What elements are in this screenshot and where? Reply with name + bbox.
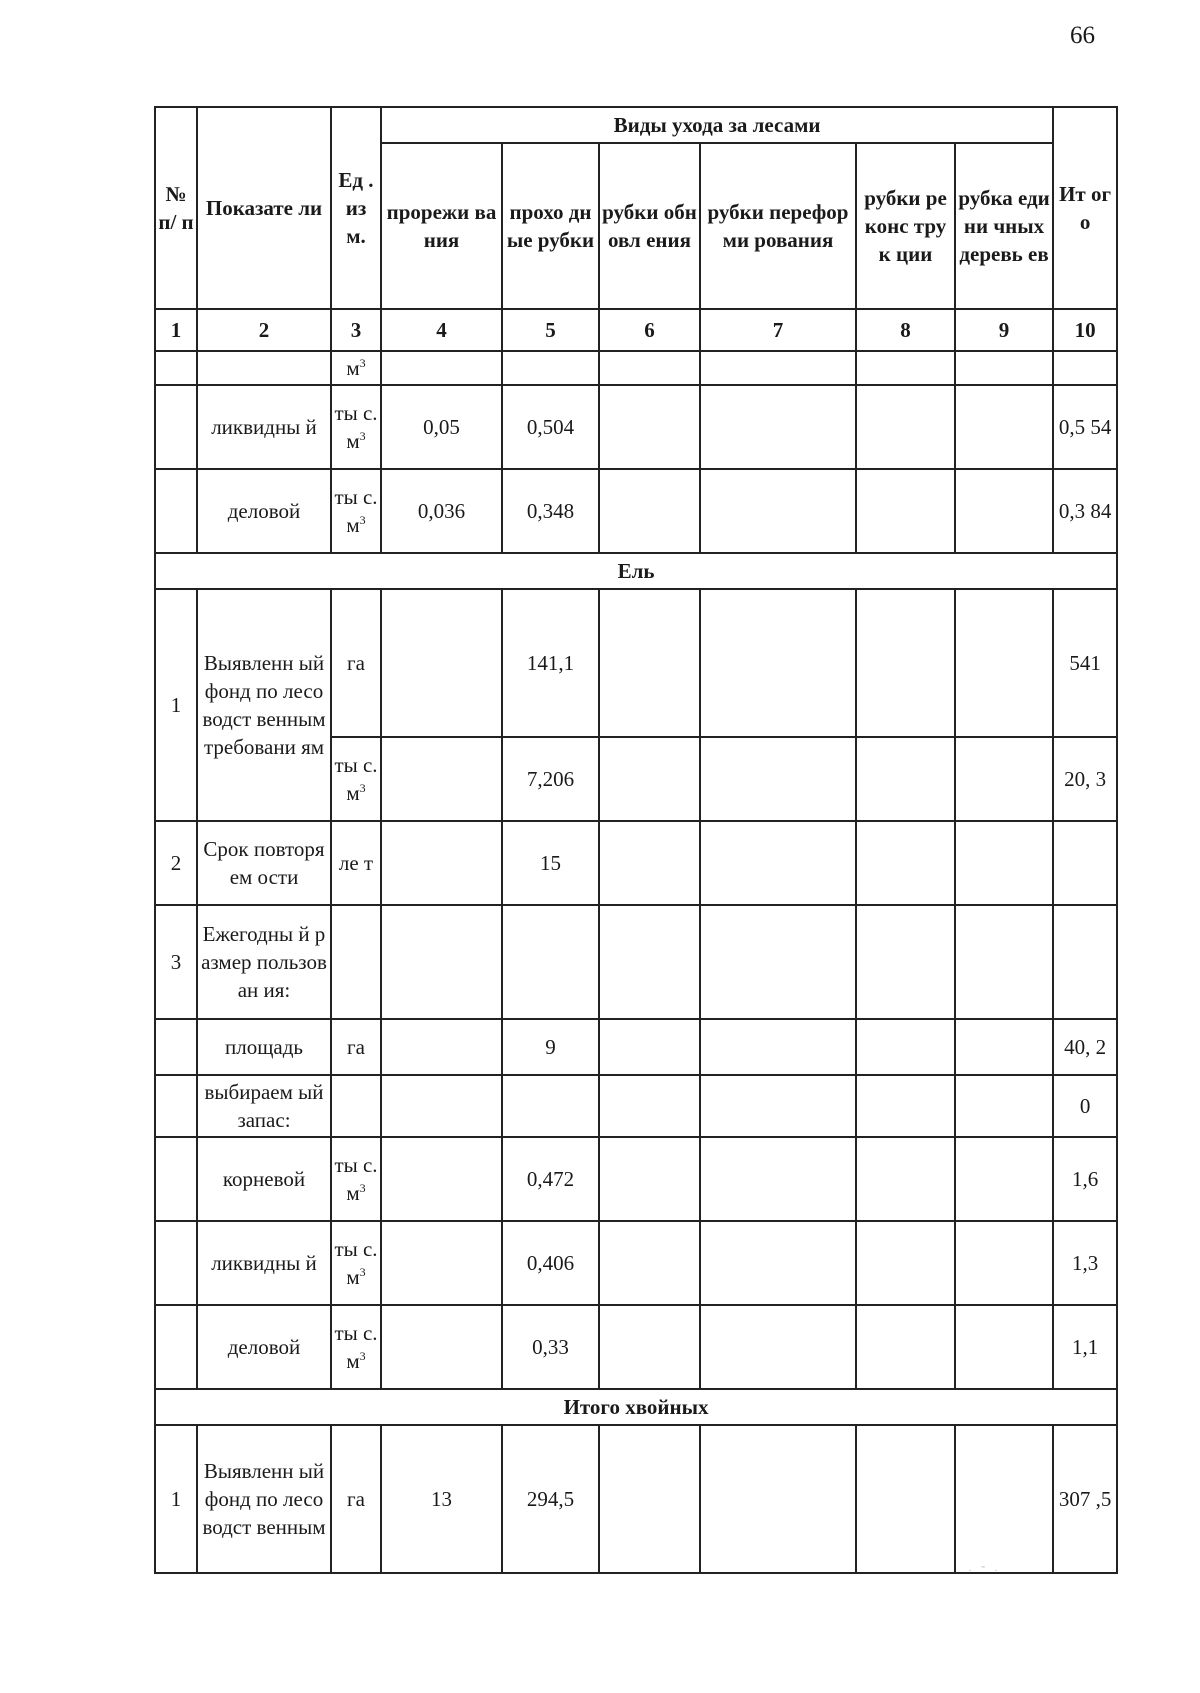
column-number: 8 [856,309,955,351]
value-cell: 13 [381,1425,502,1573]
indicator-cell: ликвидны й [197,1221,331,1305]
total-cell: 0,3 84 [1053,469,1117,553]
unit-cell: ты с. $м^3$ [331,1137,381,1221]
forest-care-table [154,106,1118,1577]
table-row [155,1425,1117,1573]
table-row [155,589,1117,737]
unit-cell: ты с. $м^3$ [331,469,381,553]
table-row [155,351,1117,385]
type-reconstruction-header: рубки реконс трук ции [856,143,955,309]
indicator-cell: деловой [197,1305,331,1389]
indicator-cell: Ежегодны й размер пользован ия: [197,905,331,1019]
table-row [155,905,1117,1019]
column-number: 9 [955,309,1053,351]
table-row [155,1305,1117,1389]
indicator-cell: площадь [197,1019,331,1075]
total-cell: 0,5 54 [1053,385,1117,469]
total-cell: 20, 3 [1053,737,1117,821]
col-indicator-header: Показате ли [197,107,331,309]
total-cell: 0 [1053,1075,1117,1137]
total-cell: 541 [1053,589,1117,737]
column-number-row [155,309,1117,351]
table-row [155,1075,1117,1137]
type-single-trees-header: рубка едини чных деревь ев [955,143,1053,309]
section-row [155,553,1117,589]
type-reformation-header: рубки переформи рования [700,143,856,309]
indicator-cell: ликвидны й [197,385,331,469]
column-number: 10 [1053,309,1117,351]
unit-cell: ты с. $м^3$ [331,1305,381,1389]
table-row [155,1221,1117,1305]
column-number: 1 [155,309,197,351]
value-cell: 294,5 [502,1425,599,1573]
table-row [155,385,1117,469]
value-cell: 9 [502,1019,599,1075]
indicator-cell: Выявленн ый фонд по лесоводст венным [197,1425,331,1573]
header-row-1 [155,107,1117,143]
table-row [155,821,1117,905]
value-cell: 0,05 [381,385,502,469]
indicator-cell: деловой [197,469,331,553]
table-row [155,1019,1117,1075]
page-number: 66 [1070,22,1095,49]
row-number: 2 [155,821,197,905]
table-row [155,469,1117,553]
scan-artifact: · ˜ · [968,1563,1001,1577]
unit-cell: ты с. $м^3$ [331,1221,381,1305]
type-thinning-header: прорежи вания [381,143,502,309]
row-number: 3 [155,905,197,1019]
value-cell: 0,348 [502,469,599,553]
total-cell: 1,3 [1053,1221,1117,1305]
value-cell: 0,504 [502,385,599,469]
row-number: 1 [155,1425,197,1573]
unit-cell: ты с. $м^3$ [331,385,381,469]
unit-cell: га [331,589,381,737]
section-title-total-conifer: Итого хвойных [155,1389,1117,1425]
indicator-cell: Выявленн ый фонд по лесоводст венным требовани ям [197,589,331,821]
column-number: 7 [700,309,856,351]
column-number: 6 [599,309,700,351]
care-types-group-header: Виды ухода за лесами [381,107,1053,143]
column-number: 5 [502,309,599,351]
row-number: 1 [155,589,197,821]
column-number: 2 [197,309,331,351]
indicator-cell: корневой [197,1137,331,1221]
type-renewal-header: рубки обновл ения [599,143,700,309]
unit-cell: га [331,1019,381,1075]
table-row [155,1137,1117,1221]
total-cell: 1,6 [1053,1137,1117,1221]
section-title-spruce: Ель [155,553,1117,589]
total-cell: 1,1 [1053,1305,1117,1389]
section-row [155,1389,1117,1425]
indicator-cell: Срок повторяем ости [197,821,331,905]
value-cell: 141,1 [502,589,599,737]
value-cell: 0,036 [381,469,502,553]
unit-cell: $м^3$ [331,351,381,385]
value-cell: 7,206 [502,737,599,821]
col-no-header: № п/ п [155,107,197,309]
unit-cell: га [331,1425,381,1573]
indicator-cell: выбираем ый запас: [197,1075,331,1137]
value-cell: 15 [502,821,599,905]
value-cell: 0,33 [502,1305,599,1389]
total-cell: 40, 2 [1053,1019,1117,1075]
column-number: 4 [381,309,502,351]
total-cell: 307 ,5 [1053,1425,1117,1573]
unit-cell: ле т [331,821,381,905]
col-total-header: Ит ого [1053,107,1117,309]
value-cell: 0,406 [502,1221,599,1305]
unit-cell: ты с. $м^3$ [331,737,381,821]
value-cell: 0,472 [502,1137,599,1221]
type-passage-header: прохо дные рубки [502,143,599,309]
column-number: 3 [331,309,381,351]
col-unit-header: Ед . из м. [331,107,381,309]
